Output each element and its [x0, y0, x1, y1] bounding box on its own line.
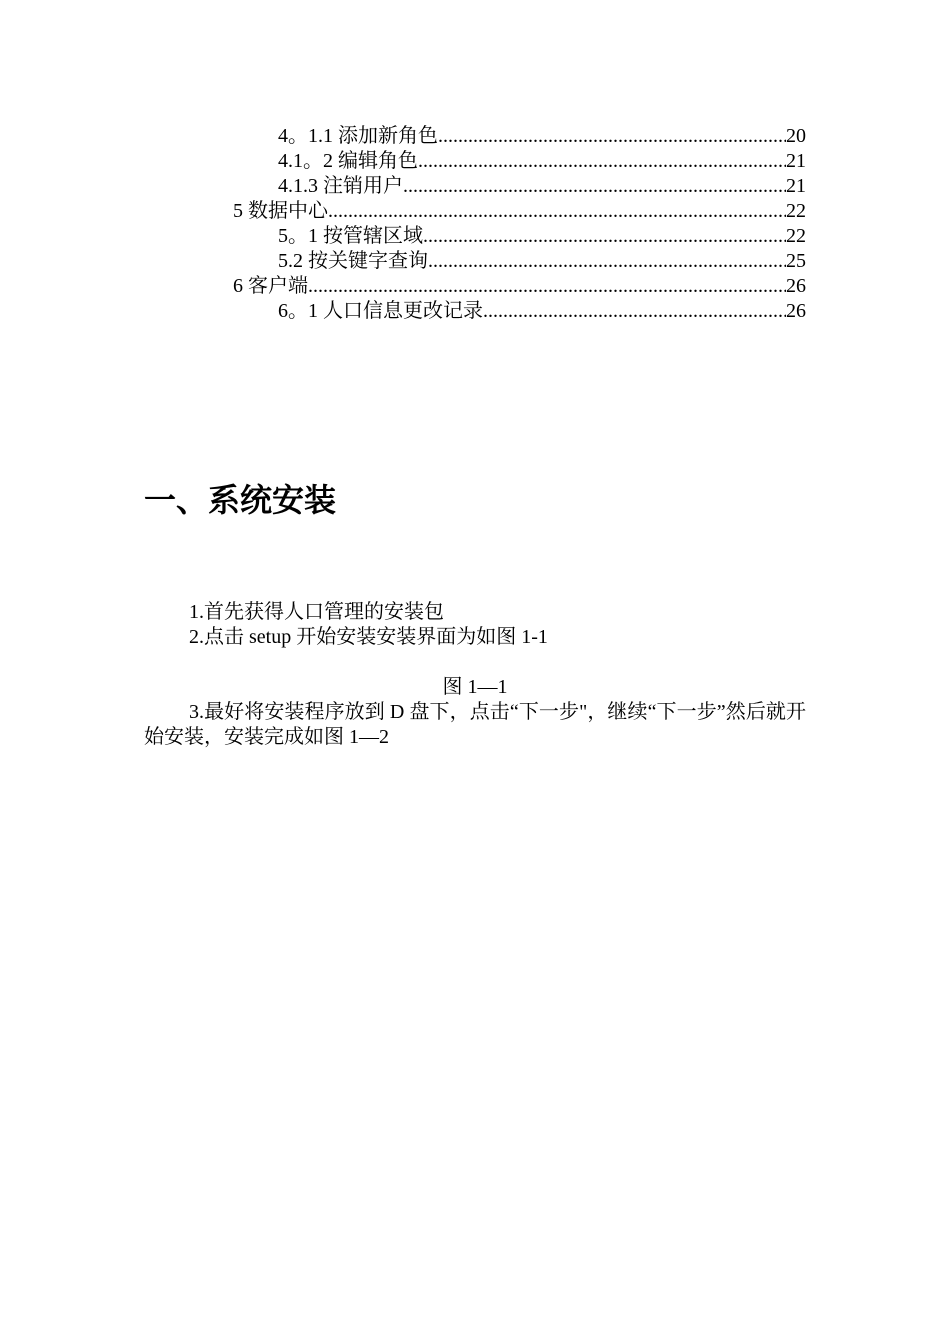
toc-dot-leader	[403, 174, 786, 199]
body-paragraph: 2.点击 setup 开始安装安装界面为如图 1-1	[189, 626, 548, 648]
toc-dot-leader	[483, 299, 786, 324]
toc-page-number: 21	[786, 150, 806, 172]
toc-entry-label: 5.2 按关键字查询	[278, 250, 428, 272]
toc-dot-leader	[423, 224, 786, 249]
body-paragraph: 3.最好将安装程序放到 D 盘下，点击“下一步"，继续“下一步”然后就开始安装，安装完成如图 1—2	[144, 701, 806, 748]
toc-entry[interactable]	[233, 199, 806, 224]
toc-entry[interactable]	[278, 299, 806, 324]
toc-entry[interactable]	[278, 124, 806, 149]
toc-entry-label: 6 客户端	[233, 275, 308, 297]
toc-page-number: 25	[786, 250, 806, 272]
figure-caption: 图 1—1	[442, 676, 508, 698]
toc-dot-leader	[428, 249, 786, 274]
toc-page-number: 20	[786, 125, 806, 147]
toc-entry[interactable]	[278, 249, 806, 274]
toc-page-number: 26	[786, 275, 806, 297]
toc-page-number: 26	[786, 300, 806, 322]
toc-entry[interactable]	[233, 274, 806, 299]
toc-page-number: 22	[786, 200, 806, 222]
toc-entry-label: 4.1.3 注销用户	[278, 175, 403, 197]
toc-entry[interactable]	[278, 174, 806, 199]
toc-dot-leader	[438, 124, 786, 149]
toc-entry-label: 4。1.1 添加新角色	[278, 125, 438, 147]
toc-entry[interactable]	[278, 224, 806, 249]
toc-entry[interactable]	[278, 149, 806, 174]
section-heading: 一、系统安装	[144, 481, 337, 519]
toc-dot-leader	[328, 199, 786, 224]
toc-dot-leader	[308, 274, 786, 299]
toc-dot-leader	[418, 149, 786, 174]
toc-entry-label: 5 数据中心	[233, 200, 328, 222]
body-paragraph: 1.首先获得人口管理的安装包	[189, 601, 444, 623]
toc-page-number: 22	[786, 225, 806, 247]
toc-entry-label: 5。1 按管辖区域	[278, 225, 423, 247]
toc-page-number: 21	[786, 175, 806, 197]
toc-entry-label: 6。1 人口信息更改记录	[278, 300, 483, 322]
toc-entry-label: 4.1。2 编辑角色	[278, 150, 418, 172]
